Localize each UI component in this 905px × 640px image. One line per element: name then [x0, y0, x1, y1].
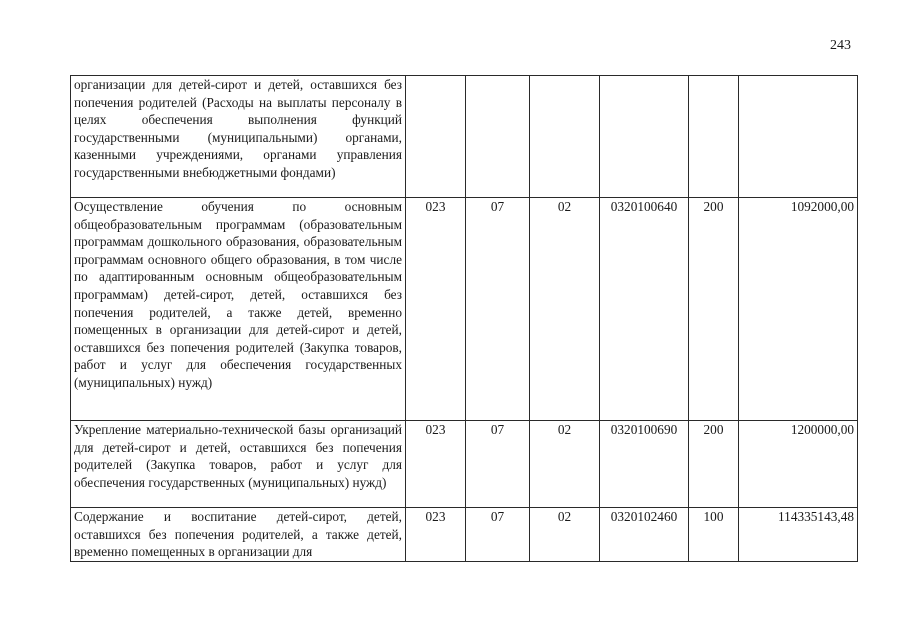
table-row: [71, 508, 858, 562]
expense-type-cell: 100: [689, 508, 739, 562]
amount-cell: 114335143,48: [739, 508, 858, 562]
table-row: [71, 421, 858, 508]
subsection-code-cell: 02: [530, 198, 600, 421]
section-code-cell: 07: [466, 421, 530, 508]
ministry-code-cell: [406, 76, 466, 198]
expense-type-cell: 200: [689, 421, 739, 508]
row-description-cell: [71, 421, 406, 508]
budget-table: [70, 75, 858, 562]
ministry-code-cell: 023: [406, 198, 466, 421]
expense-type-cell: 200: [689, 198, 739, 421]
ministry-code-cell: 023: [406, 508, 466, 562]
target-article-cell: 0320100690: [600, 421, 689, 508]
table-row: [71, 198, 858, 421]
expense-type-cell: [689, 76, 739, 198]
row-description-cell: [71, 198, 406, 421]
page-number: 243: [830, 38, 851, 53]
subsection-code-cell: 02: [530, 508, 600, 562]
section-code-cell: [466, 76, 530, 198]
row-description: Укрепление материально-технической базы организаций для детей-сирот и детей, оставшихся без попечения родителей (Закупка товаров, работ и услуг для обеспечения государственных (муниципальных) нужд): [74, 422, 402, 490]
row-description-cell: [71, 508, 406, 562]
subsection-code-cell: [530, 76, 600, 198]
section-code-cell: 07: [466, 508, 530, 562]
amount-cell: 1092000,00: [739, 198, 858, 421]
row-description: организации для детей-сирот и детей, оставшихся без попечения родителей (Расходы на выплаты персоналу в целях обеспечения выполнения функций государственными (муниципальными) органами, казенными учреждениями, органами управления государственными внебюджетными фондами): [74, 77, 402, 180]
amount-cell: 1200000,00: [739, 421, 858, 508]
row-description-cell: [71, 76, 406, 198]
row-description: Содержание и воспитание детей-сирот, детей, оставшихся без попечения родителей, а также детей, временно помещенных в организации для: [74, 509, 402, 560]
row-description: Осуществление обучения по основным общеобразовательным программам (образовательным программам дошкольного образования, образовательным программам основного общего образования, в том числе по адаптированным основным общеобразовательным программам) детей-сирот, детей, оставшихся без попечения родителей, а также детей, временно помещенных в организации для детей-сирот и детей, оставшихся без попечения родителей (Закупка товаров, работ и услуг для обеспечения государственных (муниципальных) нужд): [74, 199, 402, 390]
ministry-code-cell: 023: [406, 421, 466, 508]
target-article-cell: 0320100640: [600, 198, 689, 421]
table-row: [71, 76, 858, 198]
subsection-code-cell: 02: [530, 421, 600, 508]
section-code-cell: 07: [466, 198, 530, 421]
target-article-cell: [600, 76, 689, 198]
target-article-cell: 0320102460: [600, 508, 689, 562]
amount-cell: [739, 76, 858, 198]
